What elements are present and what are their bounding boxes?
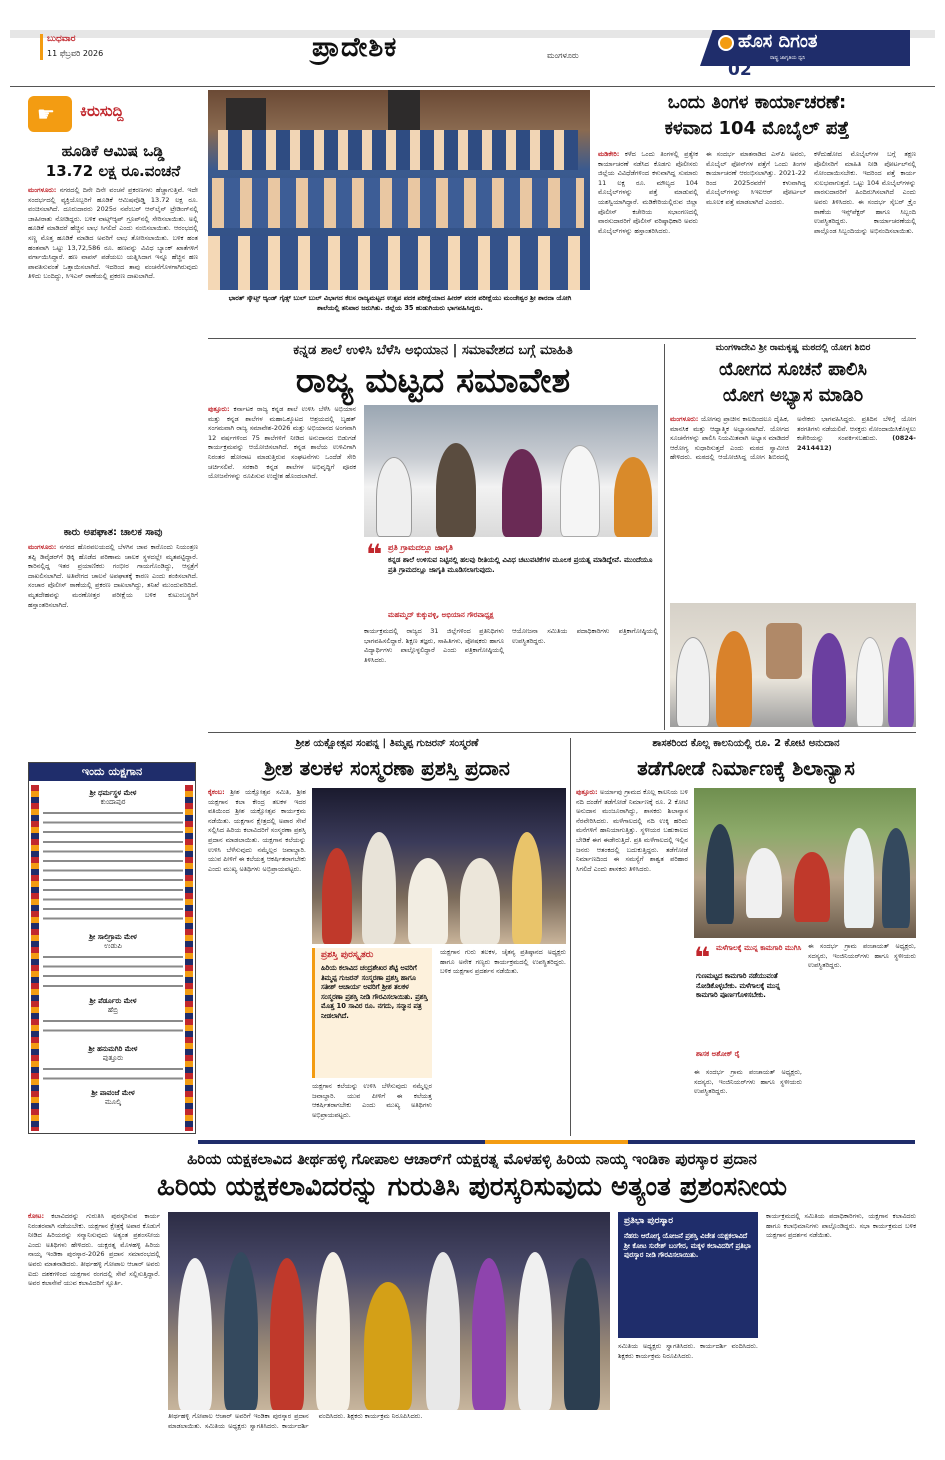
- photo-row-1: [218, 130, 578, 170]
- troupe-4-venue: ಪುತ್ತೂರು: [102, 1054, 124, 1062]
- tade-quote-kicker: ಮಳೆಗಾಲಕ್ಕೆ ಮುನ್ನ ಕಾಮಗಾರಿ ಮುಗಿಸಿ: [716, 944, 802, 952]
- bottom-awardee: [364, 1282, 412, 1410]
- tade-kicker: ಶಾಸಕರಿಂದ ಕೊಲ್ಲ ಕಾಲನಿಯಲ್ಲಿ ರೂ. 2 ಕೋಟಿ ಅನುದಾನ: [652, 738, 840, 749]
- tade-text-3-cont: ಈ ಸಂದರ್ಭ ಗ್ರಾಮ ಪಂಚಾಯತ್ ಅಧ್ಯಕ್ಷರು, ಸದಸ್ಯರು, ಇಂಜಿನಿಯರ್‌ಗಳು ಹಾಗೂ ಸ್ಥಳೀಯರು ಉಪಸ್ಥಿತರಿದ್ದರು.: [694, 1068, 802, 1096]
- bottom-award-photo: [168, 1212, 610, 1410]
- brand-logo-icon: [718, 35, 734, 51]
- kiru-sidebar: [28, 94, 198, 669]
- tade-person-3: [794, 852, 830, 922]
- troupe-1-name: ಶ್ರೀ ಧರ್ಮಸ್ಥಳ ಮೇಳ: [89, 789, 137, 797]
- yoga-kicker: ಮಂಗಳಾದೇವಿ ಶ್ರೀ ರಾಮಕೃಷ್ಣ ಮಠದಲ್ಲಿ ಯೋಗ ಶಿಬಿರ: [715, 343, 871, 353]
- masthead-rule: [10, 86, 935, 87]
- tala-dateline: ಕೈಕಂಬ:: [208, 788, 225, 796]
- tala-box-title: ಪ್ರಶಸ್ತಿ ಪುರಸ್ಕೃತರು: [321, 950, 374, 960]
- kiru-story1-dateline: ಮಂಗಳೂರು:: [28, 186, 57, 194]
- tade-person-2: [746, 848, 782, 918]
- samavesha-kicker: ಕನ್ನಡ ಶಾಲೆ ಉಳಿಸಿ ಬೆಳೆಸಿ ಅಭಿಯಾನ | ಸಮಾವೇಶದ ಬಗ್ಗೆ ಮಾಹಿತಿ: [293, 343, 573, 358]
- tade-quote-text: ಗುಣಮಟ್ಟದ ಕಾಮಗಾರಿ ನಡೆಯುವಂತೆ ನೋಡಿಕೊಳ್ಳಬೇಕು. ಮಳೆಗಾಲಕ್ಕೆ ಮುನ್ನ ಕಾಮಗಾರಿ ಪೂರ್ಣಗೊಳಿಸಬೇಕು.: [696, 972, 781, 1000]
- samavesha-dateline: ಪುತ್ತೂರು:: [208, 405, 230, 413]
- press-person-4: [560, 445, 600, 537]
- bottom-person-4: [316, 1252, 350, 1410]
- yoga-text: ಯೋಗವು ಪ್ರಾಚೀನ ಕಾಲದಿಂದಲೂ ದೈಹಿಕ, ಮಾನಸಿಕ ಮತ್ತು ಆಧ್ಯಾತ್ಮಿಕ ಅಭ್ಯಾಸವಾಗಿದೆ. ಯೋಗದ ಸೂಚನೆಗಳನ್ನು ಪಾಲಿಸಿ ನಿಯಮಿತವಾಗಿ ಅಭ್ಯಾಸ ಮಾಡಿದರೆ ಆರೋಗ್ಯ ಸುಧಾರಿಸುತ್ತದೆ ಎಂದು ಮಠದ ಸ್ವಾಮೀಜಿ ಹೇಳಿದರು. ಮಠದಲ್ಲಿ ಆಯೋಜಿಸಿದ್ದ ಯೋಗ ಶಿಬಿರದಲ್ಲಿ ಅನೇಕರು ಭಾಗವಹಿಸಿದ್ದರು. ಪ್ರತಿದಿನ ಬೆಳಿಗ್ಗೆ ಯೋಗ ತರಗತಿಗಳು ನಡೆಯಲಿವೆ. ಆಸಕ್ತರು ನೋಂದಾಯಿಸಿಕೊಳ್ಳಲು ಕಚೇರಿಯನ್ನು ಸಂಪರ್ಕಿಸಬಹುದು.: [670, 415, 916, 462]
- bottom-col-3: [766, 1212, 916, 1450]
- yoga-person-2: [812, 633, 846, 727]
- troupe-4-name: ಶ್ರೀ ಹನುಮಗಿರಿ ಮೇಳ: [88, 1045, 138, 1053]
- yoga-title-line2: ಯೋಗ ಅಭ್ಯಾಸ ಮಾಡಿರಿ: [722, 385, 864, 406]
- photo-row-2: [212, 178, 584, 228]
- tade-person-1: [706, 824, 734, 924]
- press-person-1: [376, 457, 412, 537]
- troupe-2-listing: [43, 953, 183, 991]
- bottom-person-2: [224, 1252, 258, 1410]
- troupe-4: [43, 1045, 183, 1085]
- tala-box-text: ಹಿರಿಯ ಕಲಾವಿದ ಚಂದ್ರಶೇಖರ ಶೆಟ್ಟಿ ಅವರಿಗೆ ತಿಮ್ಮಪ್ಪ ಗುಜರನ್ ಸಂಸ್ಮರಣಾ ಪ್ರಶಸ್ತಿ ಹಾಗೂ ಸತೀಶ್ ಆಚಾರ್ಯ ಅವರಿಗೆ ಶ್ರೀಶ ತಲಕಳ ಸಂಸ್ಮರಣಾ ಪ್ರಶಸ್ತಿ ನೀಡಿ ಗೌರವಿಸಲಾಯಿತು. ಪ್ರಶಸ್ತಿ ಮೊತ್ತ 10 ಸಾವಿರ ರೂ. ನಗದು, ಸನ್ಮಾನ ಪತ್ರ ನೀಡಲಾಗಿದೆ.: [321, 964, 428, 1020]
- troupe-3: [43, 997, 183, 1037]
- samavesha-quote-author: ಮಹಮ್ಮದ್ ಕುಕ್ಕುವಳ್ಳಿ, ಅಭಿಯಾನ ಗೌರವಾಧ್ಯಕ್ಷ: [388, 611, 494, 619]
- tade-col-2: [808, 942, 916, 1134]
- bottom-title: ಹಿರಿಯ ಯಕ್ಷಕಲಾವಿದರನ್ನು ಗುರುತಿಸಿ ಪುರಸ್ಕರಿಸುವುದು ಅತ್ಯಂತ ಪ್ರಶಂಸನೀಯ: [156, 1172, 788, 1202]
- mobile-text-1: ಕಳೆದ ಒಂದು ತಿಂಗಳಲ್ಲಿ ಪ್ರತ್ಯೇಕ ಕಾರ್ಯಾಚರಣೆ ನಡೆಸಿದ ಕೊಡಗು ಪೊಲೀಸರು ಜಿಲ್ಲೆಯ ವಿವಿಧೆಡೆಗಳಿಂದ ಕಳುವಾಗಿದ್ದ ಸುಮಾರು 11 ಲಕ್ಷ ರೂ. ಮೌಲ್ಯದ 104 ಮೊಬೈಲ್‌ಗಳನ್ನು ಪತ್ತೆ ಮಾಡುವಲ್ಲಿ ಯಶಸ್ವಿಯಾಗಿದ್ದಾರೆ. ಮಡಿಕೇರಿಯಲ್ಲಿರುವ ಜಿಲ್ಲಾ ಪೊಲೀಸ್ ಕಚೇರಿಯ ಸಭಾಂಗಣದಲ್ಲಿ ವಾರಸುದಾರರಿಗೆ ಪೊಲೀಸ್ ವರಿಷ್ಠಾಧಿಕಾರಿ ಅವರು ಮೊಬೈಲ್‌ಗಳನ್ನು ಹಸ್ತಾಂತರಿಸಿದರು.: [598, 150, 698, 235]
- tala-awardee-1: [408, 858, 448, 944]
- tade-text-2: ಪ್ರತಿ ಮಳೆಗಾಲದಲ್ಲಿ ಇಲ್ಲಿನ ಜನರು ಆತಂಕದಲ್ಲಿ ಬದುಕುತ್ತಿದ್ದರು. ತಡೆಗೋಡೆ ನಿರ್ಮಾಣದಿಂದ ಈ ಸಮಸ್ಯೆಗೆ ಶಾಶ್ವತ ಪರಿಹಾರ ಸಿಗಲಿದೆ ಎಂದು ಶಾಸಕರು ತಿಳಿಸಿದರು.: [576, 835, 688, 873]
- tade-person-5: [882, 828, 910, 928]
- yakshagana-box-title: ಇಂದು ಯಕ್ಷಗಾನ: [81, 765, 143, 778]
- brand-name: ಹೊಸ ದಿಗಂತ: [738, 31, 818, 52]
- tade-dateline: ಪುತ್ತೂರು:: [576, 788, 598, 796]
- mobile-col-1: [598, 150, 698, 330]
- tala-title: ಶ್ರೀಶ ತಲಕಳ ಸಂಸ್ಮರಣಾ ಪ್ರಶಸ್ತಿ ಪ್ರದಾನ: [264, 756, 510, 780]
- kiru-title-line1: ಹೂಡಿಕೆ ಆಮಿಷ ಒಡ್ಡಿ: [61, 142, 165, 160]
- issue-day: ಬುಧವಾರ: [47, 34, 76, 44]
- bottom-text-1: ಕಲಾವಿದರನ್ನು ಗುರುತಿಸಿ ಪುರಸ್ಕರಿಸುವ ಕಾರ್ಯ ನಿರಂತರವಾಗಿ ನಡೆಯಬೇಕು. ಯಕ್ಷಗಾನ ಕ್ಷೇತ್ರಕ್ಕೆ ಅಪಾರ ಕೊಡುಗೆ ನೀಡಿದ ಹಿರಿಯರನ್ನು ಸನ್ಮಾನಿಸುವುದು ಅತ್ಯಂತ ಪ್ರಶಂಸನೀಯ ಎಂದು ಅತಿಥಿಗಳು ಹೇಳಿದರು. ಯಕ್ಷರತ್ನ ಮೊಳಹಳ್ಳಿ ಹಿರಿಯ ನಾಯ್ಕ ಇಂಡಿಕಾ ಪುರಸ್ಕಾರ-2026 ಪ್ರದಾನ ಸಮಾರಂಭದಲ್ಲಿ ಅವರು ಮಾತನಾಡಿದರು.: [28, 1212, 160, 1268]
- troupe-2-venue: ಉಡುಪಿ: [104, 942, 122, 950]
- accent-bar-left: [40, 34, 43, 60]
- bottom-text-2: ತೀರ್ಥಹಳ್ಳಿ ಗೋಪಾಲ ಆಚಾರ್ ಅವರು ಐದು ದಶಕಗಳಿಂದ ಯಕ್ಷಗಾನ ರಂಗದಲ್ಲಿ ಸೇವೆ ಸಲ್ಲಿಸುತ್ತಿದ್ದಾರೆ. ಅವರ ಕಲಾಸೇವೆ ಯುವ ಕಲಾವಿದರಿಗೆ ಸ್ಫೂರ್ತಿ.: [28, 1259, 160, 1288]
- troupe-1-listing: [43, 809, 183, 927]
- bottom-photo-caption-text: ತೀರ್ಥಹಳ್ಳಿ ಗೋಪಾಲ ಆಚಾರ್ ಅವರಿಗೆ ಇಂಡಿಕಾ ಪುರಸ್ಕಾರ ಪ್ರದಾನ ಮಾಡಲಾಯಿತು.: [168, 1412, 309, 1430]
- bottom-box-title: ಪ್ರತಿಭಾ ಪುರಸ್ಕಾರ: [624, 1216, 674, 1226]
- samavesha-col-3: [512, 627, 658, 725]
- tade-quote-box: [694, 942, 802, 1064]
- bottom-text-4: ಸಮಿತಿಯ ಅಧ್ಯಕ್ಷರು ಸ್ವಾಗತಿಸಿದರು. ಕಾರ್ಯದರ್ಶಿ ವಂದಿಸಿದರು. ಶಿಕ್ಷಕರು ಕಾರ್ಯಕ್ರಮ ನಿರೂಪಿಸಿದರು.: [618, 1342, 758, 1360]
- samavesha-text-4: ಆಯೋಜನಾ ಸಮಿತಿಯ ಪದಾಧಿಕಾರಿಗಳು ಪತ್ರಿಕಾಗೋಷ್ಠಿಯಲ್ಲಿ ಉಪಸ್ಥಿತರಿದ್ದರು.: [512, 627, 658, 645]
- tade-title: ತಡೆಗೋಡೆ ನಿರ್ಮಾಣಕ್ಕೆ ಶಿಲಾನ್ಯಾಸ: [637, 756, 855, 780]
- mobile-text-3: ಕಳೆದುಹೋದ ಮೊಬೈಲ್‌ಗಳ ಬಗ್ಗೆ ತಕ್ಷಣ ಪೊಲೀಸರಿಗೆ ಮಾಹಿತಿ ನೀಡಿ ಪೋರ್ಟಲ್‌ನಲ್ಲಿ ನೋಂದಾಯಿಸಬೇಕು. ಇದರಿಂದ ಪತ್ತೆ ಕಾರ್ಯ ಸುಲಭವಾಗುತ್ತದೆ. ಒಟ್ಟು 104 ಮೊಬೈಲ್‌ಗಳನ್ನು ವಾರಸುದಾರರಿಗೆ ಹಿಂದಿರುಗಿಸಲಾಗಿದೆ ಎಂದು ಅವರು ತಿಳಿಸಿದರು.: [814, 150, 916, 206]
- bottom-person-1: [178, 1258, 212, 1410]
- mobile-col-2: [706, 150, 806, 330]
- hand-icon: ☛: [37, 102, 55, 126]
- photo-row-3: [208, 236, 590, 290]
- kiru-story1-body: [28, 186, 198, 604]
- troupe-3-venue: ಹೆಬ್ರಿ: [107, 1006, 119, 1014]
- tala-text-3-cont: ಯಕ್ಷಗಾನ ಕಲೆಯನ್ನು ಉಳಿಸಿ ಬೆಳೆಸುವುದು ನಮ್ಮೆಲ್ಲರ ಜವಾಬ್ದಾರಿ. ಯುವ ಪೀಳಿಗೆ ಈ ಕಲೆಯತ್ತ ಆಕರ್ಷಿತರಾಗಬೇಕು ಎಂದು ಮುಖ್ಯ ಅತಿಥಿಗಳು ಅಭಿಪ್ರಾಯಪಟ್ಟರು.: [312, 1082, 432, 1119]
- samavesha-col-2: [364, 627, 504, 725]
- bottom-person-6: [472, 1258, 506, 1410]
- tala-person-1: [322, 848, 352, 944]
- tala-person-3: [512, 832, 542, 944]
- troupe-5-name: ಶ್ರೀ ಪಾವಂಜೆ ಮೇಳ: [91, 1089, 135, 1097]
- kiru-title-line2: 13.72 ಲಕ್ಷ ರೂ.ವಂಚನೆ: [45, 162, 181, 180]
- tala-kicker: ಶ್ರೀಶ ಯಕ್ಷೋತ್ಸವ ಸಂಪನ್ನ | ತಿಮ್ಮಪ್ಪ ಗುಜರನ್ ಸಂಸ್ಮರಣೆ: [295, 738, 479, 749]
- samavesha-title: ರಾಜ್ಯ ಮಟ್ಟದ ಸಮಾವೇಶ: [295, 361, 571, 401]
- samavesha-story: [208, 341, 658, 729]
- yoga-story: [670, 341, 916, 729]
- row1-divider: [208, 338, 916, 339]
- masthead: [0, 0, 945, 88]
- troupe-5: [43, 1089, 183, 1107]
- tade-quote-mark-icon: ❝: [694, 941, 711, 974]
- kiru-story2-title: ಕಾರು ಅಪಘಾತ: ಚಾಲಕ ಸಾವು: [28, 527, 198, 538]
- press-person-5: [614, 457, 652, 537]
- bottom-box-text: ನೆಹರು ಆರೋಗ್ಯ ಯೋಜನೆ ಪ್ರಶಸ್ತಿ ವಿಜೇತ ಯಕ್ಷಕಲಾವಿದೆ ಶ್ರೀ ಕೋಟ ಸುರೇಶ್ ಬಂಗೇರ, ಮಕ್ಕಳ ಕಲಾವಿದರಿಗೆ ಪ್ರತಿಭಾ ಪುರಸ್ಕಾರ ನೀಡಿ ಗೌರವಿಸಲಾಯಿತು.: [624, 1232, 751, 1260]
- samavesha-text-2: ಕನ್ನಡ ಶಾಲೆಯ ಉಳಿವಿಗಾಗಿ ನಿರಂತರ ಹೋರಾಟ ಮಾಡುತ್ತಿರುವ ಸಂಘಟನೆಗಳು ಒಂದೆಡೆ ಸೇರಿ ಚರ್ಚಿಸಲಿವೆ. ಸರಕಾರಿ ಕನ್ನಡ ಶಾಲೆಗಳ ಅಭಿವೃದ್ಧಿಗೆ ಪೂರಕ ಯೋಜನೆಗಳನ್ನು ರೂಪಿಸುವ ಉದ್ದೇಶ ಹೊಂದಲಾಗಿದೆ.: [208, 443, 356, 481]
- troupe-1: [43, 789, 183, 927]
- tala-story: [208, 736, 566, 1136]
- tade-person-4: [844, 828, 874, 928]
- bottom-person-7: [518, 1252, 552, 1410]
- bottom-story: [28, 1146, 916, 1452]
- troupe-3-name: ಶ್ರೀ ಪೆರ್ಡೂರು ಮೇಳ: [89, 997, 137, 1005]
- bottom-text-3: ಕಾರ್ಯಕ್ರಮದಲ್ಲಿ ಸಮಿತಿಯ ಪದಾಧಿಕಾರಿಗಳು, ಯಕ್ಷಗಾನ ಕಲಾವಿದರು ಹಾಗೂ ಕಲಾಭಿಮಾನಿಗಳು ಪಾಲ್ಗೊಂಡಿದ್ದರು. ಸಭಾ ಕಾರ್ಯಕ್ರಮದ ಬಳಿಕ ಯಕ್ಷಗಾನ ಪ್ರದರ್ಶನ ನಡೆಯಿತು.: [766, 1212, 916, 1240]
- kiru-story1-text: ನಗರದಲ್ಲಿ ದಿನೇ ದಿನೇ ವಂಚನೆ ಪ್ರಕರಣಗಳು ಹೆಚ್ಚಾಗುತ್ತಿವೆ. ಇದೇ ಸಂದರ್ಭದಲ್ಲಿ ವ್ಯಕ್ತಿಯೊಬ್ಬರಿಗೆ ಹೂಡಿಕೆ ಆಮಿಷವೊಡ್ಡಿ 13.72 ಲಕ್ಷ ರೂ. ವಂಚಿಸಲಾಗಿದೆ. ದೂರುದಾರರು 2025ರ ನವೆಂಬರ್ ಆನ್‌ಲೈನ್ ಟ್ರೇಡಿಂಗ್‌ನಲ್ಲಿ ಜಾಹೀರಾತು ನೋಡಿದ್ದರು. ಬಳಿಕ ವಾಟ್ಸ್‌ಆ್ಯಪ್ ಗ್ರೂಪ್‌ನಲ್ಲಿ ಸೇರಿಸಲಾಯಿತು. ಅಲ್ಲಿ ಹೂಡಿಕೆ ಮಾಡಿದರೆ ಹೆಚ್ಚಿನ ಲಾಭ ಸಿಗಲಿದೆ ಎಂದು ನಂಬಿಸಲಾಯಿತು. ಆರಂಭದಲ್ಲಿ ಸಣ್ಣ ಮೊತ್ತ ಹೂಡಿಕೆ ಮಾಡಿದ ಅವರಿಗೆ ಲಾಭ ತೋರಿಸಲಾಯಿತು. ಬಳಿಕ ಹಂತ ಹಂತವಾಗಿ ಒಟ್ಟು 13,72,586 ರೂ. ಹಣವನ್ನು ವಿವಿಧ ಬ್ಯಾಂಕ್ ಖಾತೆಗಳಿಗೆ ವರ್ಗಾಯಿಸಿದ್ದಾರೆ. ಹಣ ವಾಪಸ್ ಪಡೆಯಲು ಯತ್ನಿಸಿದಾಗ ಇನ್ನೂ ಹೆಚ್ಚಿನ ಹಣ ಪಾವತಿಸುವಂತೆ ಒತ್ತಾಯಿಸಲಾಗಿದೆ. ಇದರಿಂದ ತಾವು ವಂಚನೆಗೊಳಗಾಗಿರುವುದು ತಿಳಿದು ಬಂದಿದ್ದು, ಸಿಇಎನ್ ಠಾಣೆಯಲ್ಲಿ ಪ್ರಕರಣ ದಾಖಲಾಗಿದೆ.: [28, 186, 198, 281]
- mobile-title-line2: ಕಳವಾದ 104 ಮೊಬೈಲ್ ಪತ್ತೆ: [664, 118, 850, 139]
- bottom-dateline: ಕೋಟ:: [28, 1212, 45, 1220]
- bottom-photo-caption: [168, 1412, 610, 1450]
- samavesha-text-1: ಕರ್ನಾಟಕ ರಾಜ್ಯ ಕನ್ನಡ ಶಾಲೆ ಉಳಿಸಿ ಬೆಳೆಸಿ ಅಭಿಯಾನ ಮತ್ತು ಕನ್ನಡ ಶಾಲೆಗಳ ಮಹಾಒಕ್ಕೂಟದ ಆಶ್ರಯದಲ್ಲಿ ಬೃಹತ್ ಸಂಗಮವಾಗಿ ರಾಜ್ಯ ಸಮಾವೇಶ-2026 ಮತ್ತು ಅಭಿಯಾನದ ಅಂಗವಾಗಿ 12 ವರ್ಷಗಳಿಂದ 75 ಶಾಲೆಗಳಿಗೆ ನೀಡಿದ ಅನುದಾನದ ಬಿಡುಗಡೆ ಕಾರ್ಯಕ್ರಮವನ್ನು ಆಯೋಜಿಸಲಾಗಿದೆ.: [208, 405, 356, 452]
- tala-award-box: [312, 948, 432, 1078]
- tala-tade-divider: [570, 738, 571, 1136]
- yakshagana-border-left: [31, 785, 39, 1131]
- bottom-person-5: [426, 1252, 460, 1410]
- mobile-title-line1: ಒಂದು ತಿಂಗಳ ಕಾರ್ಯಾಚರಣೆ:: [667, 92, 847, 113]
- tala-col-1: [208, 788, 306, 1134]
- tala-col-2: [440, 948, 566, 1134]
- mobile-story: [598, 90, 916, 336]
- scouts-group-photo: [208, 90, 590, 290]
- press-meet-photo: [364, 405, 658, 537]
- samavesha-text-3: ಕಾರ್ಯಕ್ರಮದಲ್ಲಿ ರಾಜ್ಯದ 31 ಜಿಲ್ಲೆಗಳಿಂದ ಪ್ರತಿನಿಧಿಗಳು ಭಾಗವಹಿಸಲಿದ್ದಾರೆ. ಶಿಕ್ಷಣ ತಜ್ಞರು, ಸಾಹಿತಿಗಳು, ಪೋಷಕರು ಹಾಗೂ ವಿದ್ಯಾರ್ಥಿಗಳು ಪಾಲ್ಗೊಳ್ಳಲಿದ್ದಾರೆ ಎಂದು ಪತ್ರಿಕಾಗೋಷ್ಠಿಯಲ್ಲಿ ತಿಳಿಸಿದರು.: [364, 627, 504, 664]
- bottom-col-2: [618, 1342, 758, 1450]
- samavesha-yoga-divider: [664, 344, 665, 730]
- bottom-kicker: ಹಿರಿಯ ಯಕ್ಷಕಲಾವಿದ ತೀರ್ಥಹಳ್ಳಿ ಗೋಪಾಲ ಆಚಾರ್‌ಗೆ ಯಕ್ಷರತ್ನ ಮೊಳಹಳ್ಳಿ ಹಿರಿಯ ನಾಯ್ಕ ಇಂಡಿಕಾ ಪುರಸ್ಕಾರ ಪ್ರದಾನ: [187, 1150, 757, 1168]
- tade-col-3: [694, 1068, 802, 1134]
- kiru-story2-body: [28, 543, 198, 663]
- tade-col-1: [576, 788, 688, 1134]
- yoga-swami: [716, 631, 752, 727]
- brand-tagline: ರಾಷ್ಟ್ರ ಜಾಗೃತಿಯ ಧ್ವನಿ: [770, 55, 806, 61]
- mobile-col-3: [814, 150, 916, 330]
- troupe-4-listing: [43, 1065, 183, 1085]
- bottom-col-1: [28, 1212, 160, 1450]
- yoga-dateline: ಮಂಗಳೂರು:: [670, 415, 699, 423]
- scouts-photo-block: [208, 90, 590, 336]
- page-number: 02: [728, 60, 752, 80]
- scouts-photo-caption: ಭಾರತ್ ಸ್ಕೌಟ್ಸ್ ಆ್ಯಂಡ್ ಗೈಡ್ಸ್ ಬುಲ್ ಬುಲ್ ವಿಭಾಗದ ಕೆಲಸ ರಾಜ್ಯಮಟ್ಟದ ಉತ್ಸವ ಪದಕ ಪರೀಕ್ಷೆಯಾದ ಹೀರಕ್ ಪದಕ ಪರೀಕ್ಷೆಯು ಮಂಜೇಶ್ವರ ಶ್ರೀ ಶಾರದಾ ಯೋಗಿ ಶಾಲೆಯಲ್ಲಿ ತನಿವಾರ ಜರುಗಿತು. ಜಿಲ್ಲೆಯ 35 ಹುಡುಗಿಯರು ಭಾಗವಹಿಸಿದ್ದರು.: [228, 294, 572, 312]
- mobile-dateline: ಮಡಿಕೇರಿ:: [598, 150, 620, 158]
- section-city: ಮಂಗಳೂರು: [547, 51, 579, 60]
- kiru-story2-dateline: ಮಂಗಳೂರು:: [28, 543, 57, 551]
- tade-foundation-photo: [694, 788, 916, 938]
- bottom-person-8: [564, 1258, 600, 1410]
- bottom-accent-bar: [198, 1140, 915, 1144]
- troupe-3-listing: [43, 1017, 183, 1037]
- yoga-person-3: [856, 637, 884, 727]
- row2-divider: [208, 732, 916, 733]
- yoga-person-1: [676, 637, 710, 727]
- issue-date: 11 ಫೆಬ್ರವರಿ 2026: [47, 49, 104, 58]
- tade-text-3: ಈ ಸಂದರ್ಭ ಗ್ರಾಮ ಪಂಚಾಯತ್ ಅಧ್ಯಕ್ಷರು, ಸದಸ್ಯರು, ಇಂಜಿನಿಯರ್‌ಗಳು ಹಾಗೂ ಸ್ಥಳೀಯರು ಉಪಸ್ಥಿತರಿದ್ದರು.: [808, 942, 916, 970]
- troupe-5-venue: ಮೂಲ್ಕಿ: [104, 1098, 122, 1106]
- mobile-text-4: ಈ ಸಂದರ್ಭ ಸೈಬರ್ ಕ್ರೈಂ ಠಾಣೆಯ ಇನ್ಸ್‌ಪೆಕ್ಟರ್ ಹಾಗೂ ಸಿಬ್ಬಂದಿ ಉಪಸ್ಥಿತರಿದ್ದರು. ಕಾರ್ಯಾಚರಣೆಯಲ್ಲಿ ಪಾಲ್ಗೊಂಡ ಸಿಬ್ಬಂದಿಯನ್ನು ಅಭಿನಂದಿಸಲಾಯಿತು.: [814, 197, 916, 235]
- yoga-phone: (0824-2414412): [797, 434, 916, 452]
- samavesha-quote-kicker: ಪ್ರತಿ ಗ್ರಾಮದಲ್ಲೂ ಜಾಗೃತಿ: [388, 543, 454, 552]
- bottom-photo-caption-text-2: ಸಮಿತಿಯ ಅಧ್ಯಕ್ಷರು ಸ್ವಾಗತಿಸಿದರು. ಕಾರ್ಯದರ್ಶಿ ವಂದಿಸಿದರು. ಶಿಕ್ಷಕರು ಕಾರ್ಯಕ್ರಮ ನಿರೂಪಿಸಿದರು.: [204, 1412, 423, 1430]
- bottom-pratibha-box: [618, 1212, 758, 1338]
- yoga-body: [670, 415, 916, 599]
- troupe-2-name: ಶ್ರೀ ಸಾಲಿಗ್ರಾಮ ಮೇಳ: [89, 933, 137, 941]
- yakshagana-box: [28, 762, 196, 1134]
- tade-quote-author: ಶಾಸಕ ಅಶೋಕ್ ರೈ: [696, 1050, 740, 1058]
- kiru-story2-text: ನಗರದ ಹೊರವಲಯದಲ್ಲಿ ಬೆಳಗಿನ ಜಾವ ಕಾರೊಂದು ನಿಯಂತ್ರಣ ತಪ್ಪಿ ಡಿವೈಡರ್‌ಗೆ ಢಿಕ್ಕಿ ಹೊಡೆದ ಪರಿಣಾಮ ಚಾಲಕ ಸ್ಥಳದಲ್ಲೇ ಮೃತಪಟ್ಟಿದ್ದಾರೆ. ಕಾರಿನಲ್ಲಿದ್ದ ಇತರ ಪ್ರಯಾಣಿಕರು ಗಂಭೀರ ಗಾಯಗೊಂಡಿದ್ದು, ಆಸ್ಪತ್ರೆಗೆ ದಾಖಲಿಸಲಾಗಿದೆ. ಅತಿವೇಗದ ಚಾಲನೆ ಅಪಘಾತಕ್ಕೆ ಕಾರಣ ಎಂದು ಶಂಕಿಸಲಾಗಿದೆ. ಸಂಚಾರ ಪೊಲೀಸ್ ಠಾಣೆಯಲ್ಲಿ ಪ್ರಕರಣ ದಾಖಲಾಗಿದ್ದು, ತನಿಖೆ ಮುಂದುವರಿದಿದೆ. ಮೃತದೇಹವನ್ನು ಮರಣೋತ್ತರ ಪರೀಕ್ಷೆಯ ಬಳಿಕ ಕುಟುಂಬಸ್ಥರಿಗೆ ಹಸ್ತಾಂತರಿಸಲಾಗಿದೆ.: [28, 543, 198, 609]
- tade-text-1: ಅರ್ಯಾಪು ಗ್ರಾಮದ ಕೊಲ್ಲ ಕಾಲನಿಯ ಬಳಿ ನದಿ ದಂಡೆಗೆ ತಡೆಗೋಡೆ ನಿರ್ಮಾಣಕ್ಕೆ ರೂ. 2 ಕೋಟಿ ಅನುದಾನ ಮಂಜೂರಾಗಿದ್ದು, ಶಾಸಕರು ಶಿಲಾನ್ಯಾಸ ನೆರವೇರಿಸಿದರು. ಮಳೆಗಾಲದಲ್ಲಿ ನದಿ ಉಕ್ಕಿ ಹರಿದು ಮನೆಗಳಿಗೆ ಹಾನಿಯಾಗುತ್ತಿತ್ತು. ಸ್ಥಳೀಯರ ಬಹುಕಾಲದ ಬೇಡಿಕೆ ಈಗ ಈಡೇರುತ್ತಿದೆ.: [576, 788, 688, 844]
- section-title: ಪ್ರಾದೇಶಿಕ: [312, 32, 398, 63]
- tala-text-2: ಯಕ್ಷಗಾನ ಕಲೆಯನ್ನು ಉಳಿಸಿ ಬೆಳೆಸುವುದು ನಮ್ಮೆಲ್ಲರ ಜವಾಬ್ದಾರಿ. ಯುವ ಪೀಳಿಗೆ ಈ ಕಲೆಯತ್ತ ಆಕರ್ಷಿತರಾಗಬೇಕು ಎಂದು ಮುಖ್ಯ ಅತಿಥಿಗಳು ಅಭಿಪ್ರಾಯಪಟ್ಟರು.: [208, 835, 306, 873]
- tala-text-1: ಶ್ರೀಶ ಯಕ್ಷೋತ್ಸವ ಸಮಿತಿ, ಶ್ರೀಶ ಯಕ್ಷಗಾನ ಕಲಾ ಕೇಂದ್ರ ತಲಕಳ ಇದರ ವತಿಯಿಂದ ಶ್ರೀಶ ಯಕ್ಷೋತ್ಸವ ಕಾರ್ಯಕ್ರಮ ನಡೆಯಿತು. ಯಕ್ಷಗಾನ ಕ್ಷೇತ್ರದಲ್ಲಿ ಅಪಾರ ಸೇವೆ ಸಲ್ಲಿಸಿದ ಹಿರಿಯ ಕಲಾವಿದರಿಗೆ ಸಂಸ್ಮರಣಾ ಪ್ರಶಸ್ತಿ ಪ್ರದಾನ ಮಾಡಲಾಯಿತು.: [208, 788, 306, 844]
- tala-award-photo: [312, 788, 566, 944]
- samavesha-col-1: [208, 405, 356, 725]
- tala-col-3: [312, 1082, 432, 1134]
- yoga-photo: [670, 603, 916, 727]
- tala-awardee-2: [460, 858, 500, 944]
- yoga-title-line1: ಯೋಗದ ಸೂಚನೆ ಪಾಲಿಸಿ: [718, 359, 867, 380]
- mobile-text-2: ಈ ಸಂದರ್ಭ ಮಾತನಾಡಿದ ಎಸ್‌ಪಿ ಅವರು, ಮೊಬೈಲ್ ಫೋನ್‌ಗಳ ಪತ್ತೆಗೆ ಒಂದು ತಿಂಗಳ ಕಾರ್ಯಾಚರಣೆ ಆರಂಭಿಸಲಾಗಿತ್ತು. 2021-22 ರಿಂದ 2025ರವರೆಗೆ ಕಳುವಾಗಿದ್ದ ಮೊಬೈಲ್‌ಗಳನ್ನು ಸಿಇಐಆರ್ ಪೋರ್ಟಲ್ ಮೂಲಕ ಪತ್ತೆ ಮಾಡಲಾಗಿದೆ ಎಂದರು.: [706, 150, 806, 206]
- tade-story: [576, 736, 916, 1136]
- quote-mark-icon: ❝: [366, 538, 383, 571]
- press-person-3: [502, 449, 542, 537]
- yakshagana-border-right: [185, 785, 193, 1131]
- troupe-1-venue: ಕುಂದಾಪುರ: [100, 798, 126, 806]
- yoga-portrait: [766, 623, 802, 679]
- yoga-person-4: [888, 637, 914, 727]
- kiru-label: ಕಿರುಸುದ್ದಿ: [80, 102, 124, 120]
- tala-text-3: ಯಕ್ಷಗಾನ ಗುರು ತಲಕಳ, ಚೈತನ್ಯ ಪ್ರತಿಷ್ಠಾನದ ಅಧ್ಯಕ್ಷರು ಹಾಗೂ ಅನೇಕ ಗಣ್ಯರು ಕಾರ್ಯಕ್ರಮದಲ್ಲಿ ಉಪಸ್ಥಿತರಿದ್ದರು. ಬಳಿಕ ಯಕ್ಷಗಾನ ಪ್ರದರ್ಶನ ನಡೆಯಿತು.: [440, 948, 566, 976]
- troupe-2: [43, 933, 183, 991]
- bottom-person-3: [270, 1258, 304, 1410]
- samavesha-quote-text: ಕನ್ನಡ ಶಾಲೆ ಉಳಿಸುವ ನಿಟ್ಟಿನಲ್ಲಿ ಹಲವು ರೀತಿಯಲ್ಲಿ ವಿವಿಧ ಚಟುವಟಿಕೆಗಳ ಮೂಲಕ ಪ್ರಯತ್ನ ಮಾಡಿದ್ದೇವೆ. ಮುಂದೆಯೂ ಪ್ರತಿ ಗ್ರಾಮದಲ್ಲೂ ಜಾಗೃತಿ ಮೂಡಿಸಲಾಗುವುದು.: [388, 556, 653, 574]
- samavesha-quote-box: [364, 539, 658, 623]
- tala-person-2: [362, 832, 396, 944]
- press-person-2: [436, 443, 476, 537]
